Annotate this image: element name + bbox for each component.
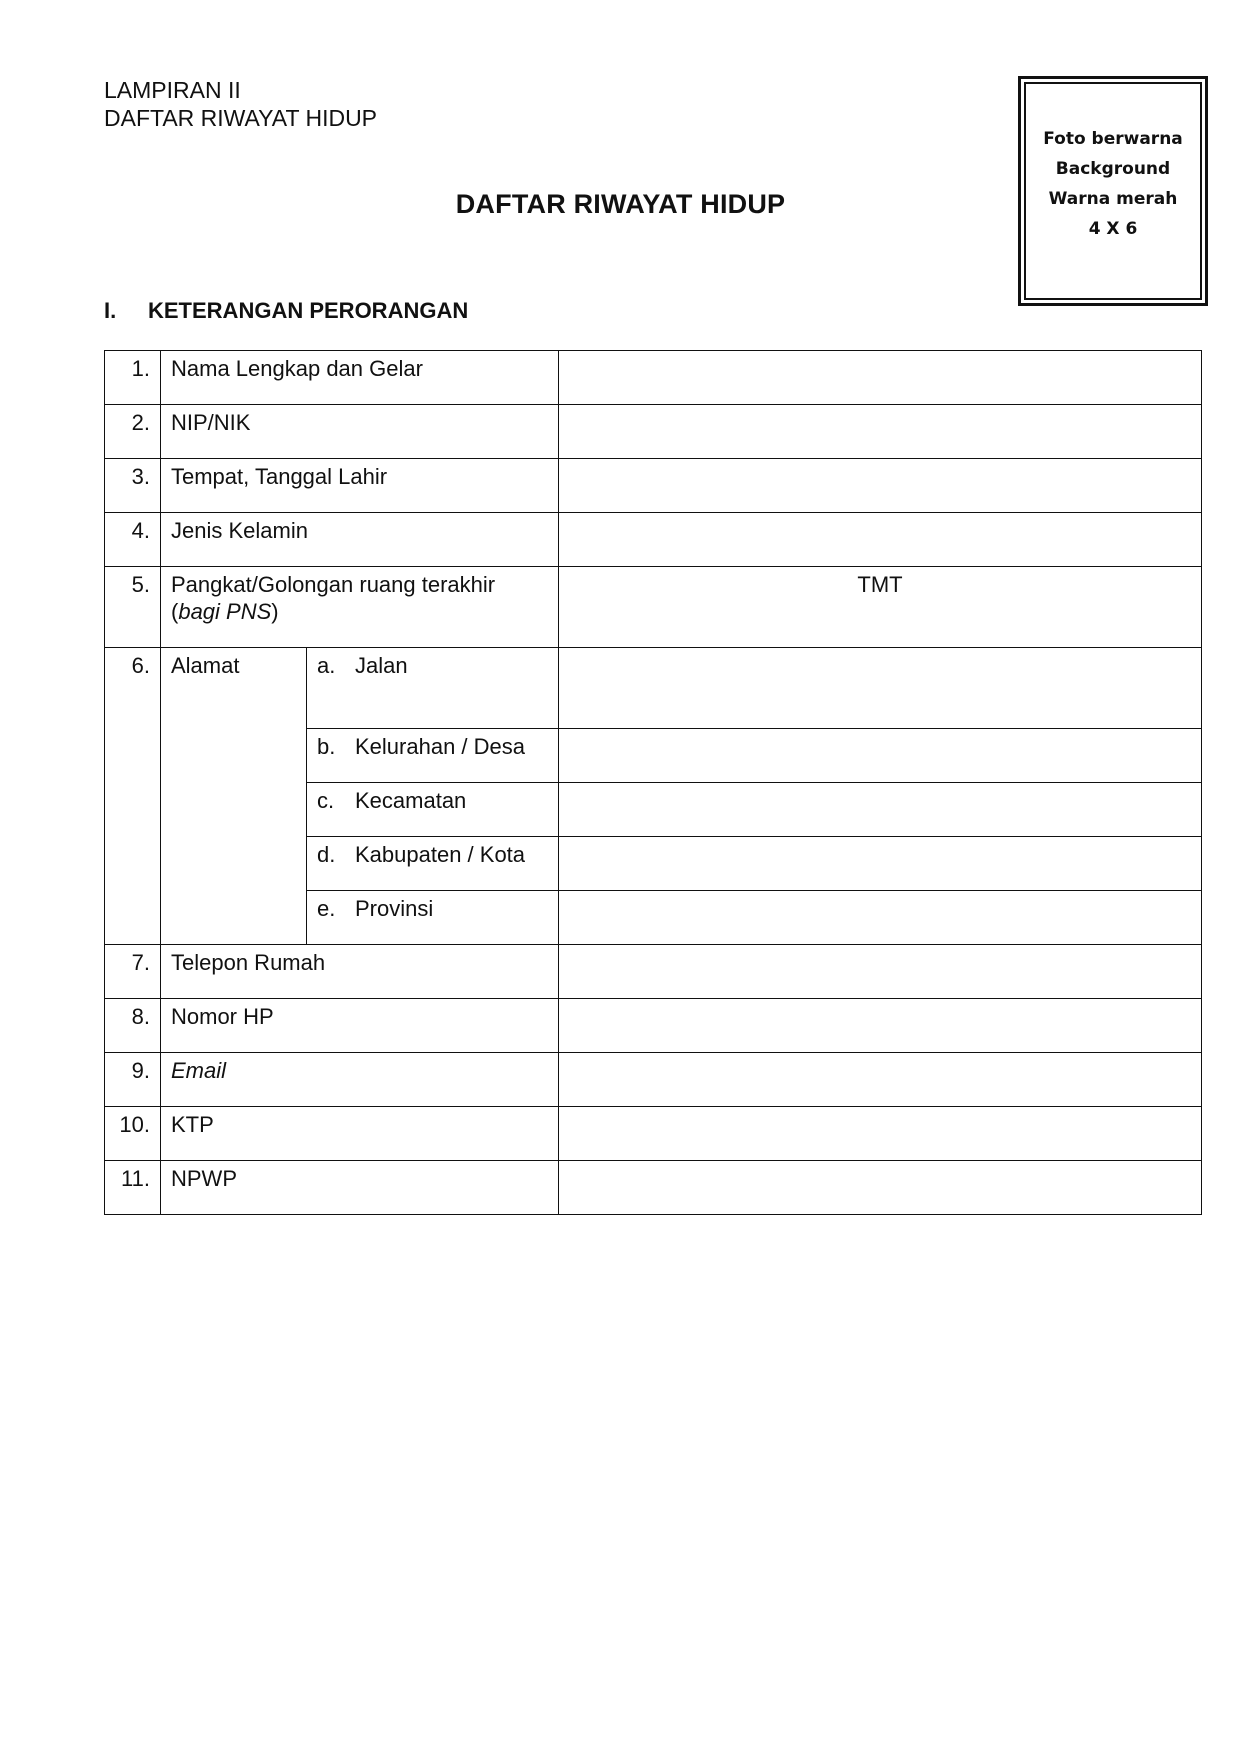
row-number: 10. (105, 1107, 161, 1161)
row-label: Jenis Kelamin (161, 513, 559, 567)
document-header (104, 76, 377, 132)
row-number: 5. (105, 567, 161, 648)
address-sub-label (307, 837, 559, 891)
address-sub-label (307, 891, 559, 945)
sub-letter: e. (317, 896, 336, 921)
table-row (105, 1053, 1202, 1107)
table-row (105, 999, 1202, 1053)
row-number: 1. (105, 351, 161, 405)
row-label: Alamat (161, 648, 307, 945)
row-label: Email (161, 1053, 559, 1107)
table-row (105, 459, 1202, 513)
row-label (161, 567, 559, 648)
row-label: Tempat, Tanggal Lahir (161, 459, 559, 513)
paren-open: ( (171, 599, 179, 624)
sub-letter: d. (317, 842, 336, 867)
full-name-field[interactable] (559, 351, 1202, 405)
row-number: 3. (105, 459, 161, 513)
npwp-field[interactable] (559, 1161, 1202, 1215)
village-field[interactable] (559, 729, 1202, 783)
header-line-1: LAMPIRAN II (104, 77, 241, 103)
sub-label: Kabupaten / Kota (355, 842, 526, 867)
row-label: NPWP (161, 1161, 559, 1215)
sub-label: Kelurahan / Desa (355, 734, 525, 759)
email-field[interactable] (559, 1053, 1202, 1107)
personal-info-table (104, 350, 1202, 1215)
street-field[interactable] (559, 648, 1202, 729)
gender-field[interactable] (559, 513, 1202, 567)
sub-letter: a. (317, 653, 336, 678)
row-label: Nama Lengkap dan Gelar (161, 351, 559, 405)
tmt-label: TMT (857, 572, 903, 597)
row-number: 2. (105, 405, 161, 459)
table-row (105, 567, 1202, 648)
row-number: 6. (105, 648, 161, 945)
photo-box (1018, 76, 1208, 306)
photo-note-1: Foto berwarna (1043, 129, 1183, 149)
rank-label-note: bagi PNS (178, 599, 272, 624)
row-label: Nomor HP (161, 999, 559, 1053)
row-number: 8. (105, 999, 161, 1053)
regency-city-field[interactable] (559, 837, 1202, 891)
photo-note-2: Background (1055, 159, 1171, 179)
row-number: 7. (105, 945, 161, 999)
table-row (105, 513, 1202, 567)
ktp-field[interactable] (559, 1107, 1202, 1161)
sub-letter: c. (317, 788, 335, 813)
paren-close: ) (271, 599, 279, 624)
mobile-number-field[interactable] (559, 999, 1202, 1053)
row-label: KTP (161, 1107, 559, 1161)
table-row (105, 648, 1202, 729)
header-line-2: DAFTAR RIWAYAT HIDUP (104, 105, 378, 131)
rank-tmt-field[interactable] (559, 567, 1202, 648)
row-number: 4. (105, 513, 161, 567)
district-field[interactable] (559, 783, 1202, 837)
table-row (105, 1107, 1202, 1161)
table-row (105, 1161, 1202, 1215)
sub-letter: b. (317, 734, 336, 759)
sub-label: Kecamatan (355, 788, 467, 813)
sub-label: Jalan (355, 653, 408, 678)
sub-label: Provinsi (355, 896, 434, 921)
row-label: NIP/NIK (161, 405, 559, 459)
section-number: I. (104, 298, 117, 323)
section-title: KETERANGAN PERORANGAN (148, 298, 469, 323)
photo-note-4: 4 X 6 (1088, 219, 1138, 239)
address-sub-label (307, 648, 559, 729)
rank-label: Pangkat/Golongan ruang terakhir (171, 572, 496, 597)
home-phone-field[interactable] (559, 945, 1202, 999)
section-heading (104, 298, 468, 324)
address-sub-label (307, 729, 559, 783)
birth-place-date-field[interactable] (559, 459, 1202, 513)
table-row (105, 405, 1202, 459)
address-sub-label (307, 783, 559, 837)
photo-note-3: Warna merah (1048, 189, 1178, 209)
province-field[interactable] (559, 891, 1202, 945)
photo-placeholder (1024, 82, 1202, 300)
page-title: DAFTAR RIWAYAT HIDUP (455, 189, 786, 219)
table-row (105, 945, 1202, 999)
table-row (105, 351, 1202, 405)
row-label: Telepon Rumah (161, 945, 559, 999)
nip-nik-field[interactable] (559, 405, 1202, 459)
row-number: 9. (105, 1053, 161, 1107)
row-number: 11. (105, 1161, 161, 1215)
